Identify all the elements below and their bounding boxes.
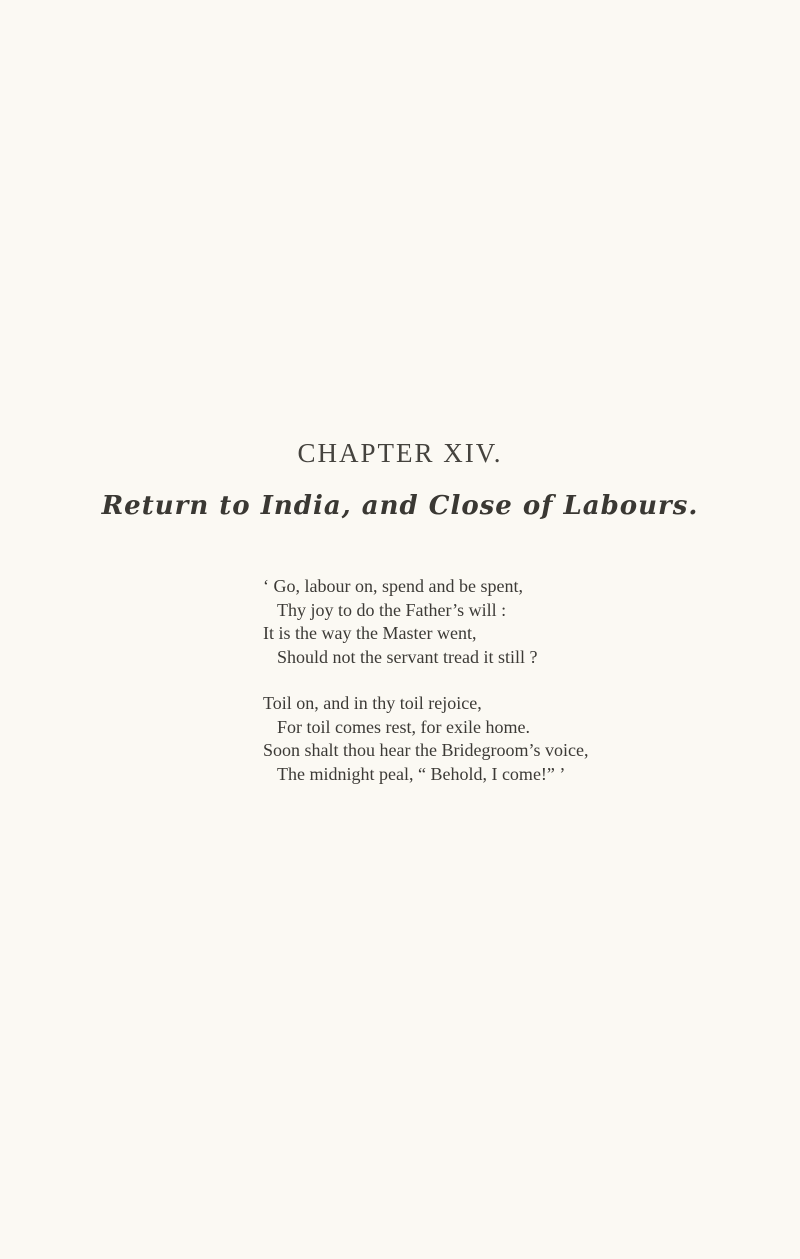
- epigraph-poem: [263, 575, 588, 786]
- chapter-label: CHAPTER XIV.: [297, 438, 503, 468]
- poem-line: Thy joy to do the Father’s will :: [277, 599, 507, 620]
- chapter-title: Return to India, and Close of Labours.: [101, 491, 699, 521]
- poem-line: It is the way the Master went,: [263, 623, 477, 643]
- poem-stanza-2: [263, 692, 588, 786]
- poem-line: ‘ Go, labour on, spend and be spent,: [263, 576, 523, 596]
- poem-line: The midnight peal, “ Behold, I come!” ’: [277, 763, 566, 784]
- poem-line: Soon shalt thou hear the Bridegroom’s voice,: [263, 740, 589, 760]
- poem-stanza-1: [263, 575, 588, 669]
- poem-line: Should not the servant tread it still ?: [277, 646, 538, 667]
- poem-line: Toil on, and in thy toil rejoice,: [263, 693, 482, 713]
- poem-line: For toil comes rest, for exile home.: [277, 716, 530, 737]
